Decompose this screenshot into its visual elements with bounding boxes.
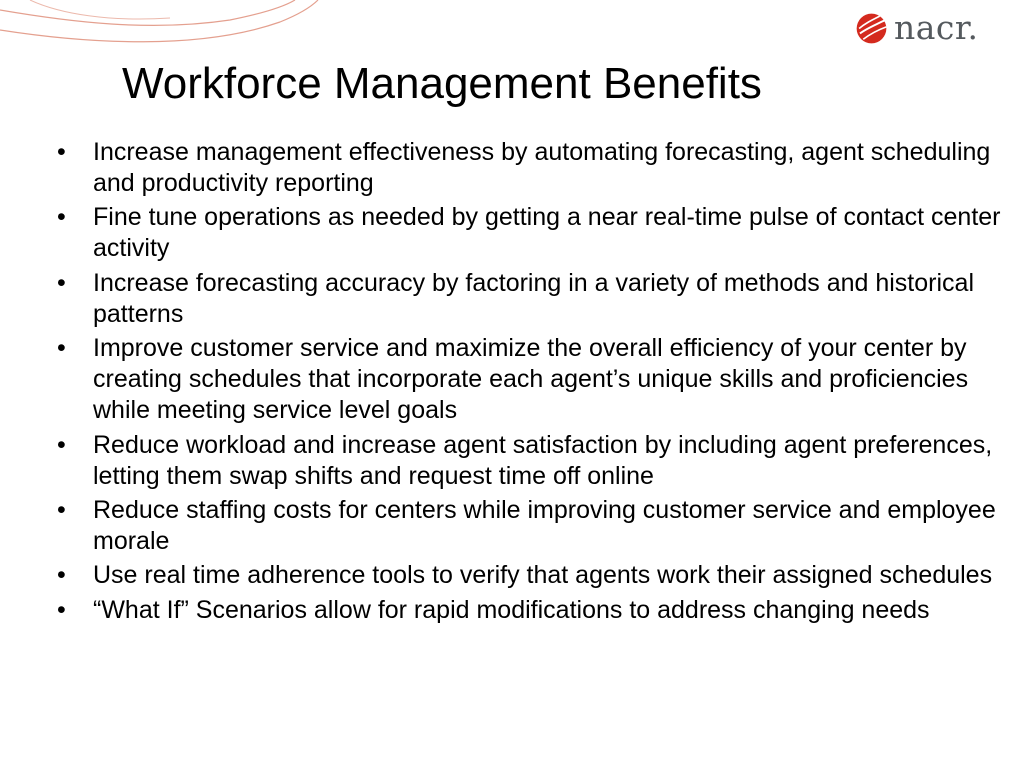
bullet-item: [52, 430, 1012, 492]
slide-title: Workforce Management Benefits: [122, 59, 762, 108]
bullet-text: Reduce staffing costs for centers while improving customer service and employee morale: [93, 495, 996, 555]
bullet-text: “What If” Scenarios allow for rapid modifications to address changing needs: [93, 595, 930, 624]
bullet-marker: •: [57, 430, 66, 459]
logo-wordmark: nacr.: [894, 8, 979, 47]
bullet-text: Increase management effectiveness by automating forecasting, agent scheduling and productivity reporting: [93, 138, 991, 197]
bullet-text: Use real time adherence tools to verify that agents work their assigned schedules: [93, 561, 993, 590]
bullet-item: [52, 268, 1012, 330]
bullet-item: [52, 202, 1012, 264]
bullet-text: Fine tune operations as needed by getting a near real-time pulse of contact center activity: [93, 203, 1001, 263]
nacr-logo: [855, 8, 979, 48]
bullet-marker: •: [57, 203, 66, 232]
bullet-text: Reduce workload and increase agent satisfaction by including agent preferences, letting them swap shifts and request time off online: [93, 430, 993, 490]
bullet-marker: •: [57, 268, 66, 297]
bullet-text: Improve customer service and maximize the overall efficiency of your center by creating schedules that incorporate each agent’s unique skills and proficiencies while meeting service level goals: [93, 334, 969, 425]
bullet-item: [52, 495, 1012, 557]
bullet-marker: •: [57, 561, 66, 590]
bullet-list: [52, 137, 1012, 629]
bullet-item: [52, 595, 1012, 626]
bullet-marker: •: [57, 495, 66, 524]
bullet-marker: •: [57, 595, 66, 624]
bullet-item: [52, 137, 1012, 199]
bullet-marker: •: [57, 138, 66, 166]
bullet-item: [52, 333, 1012, 426]
bullet-marker: •: [57, 334, 66, 363]
bullet-item: [52, 560, 1012, 591]
nacr-globe-icon: [855, 12, 888, 45]
bullet-text: Increase forecasting accuracy by factoring in a variety of methods and historical patterns: [93, 268, 974, 328]
